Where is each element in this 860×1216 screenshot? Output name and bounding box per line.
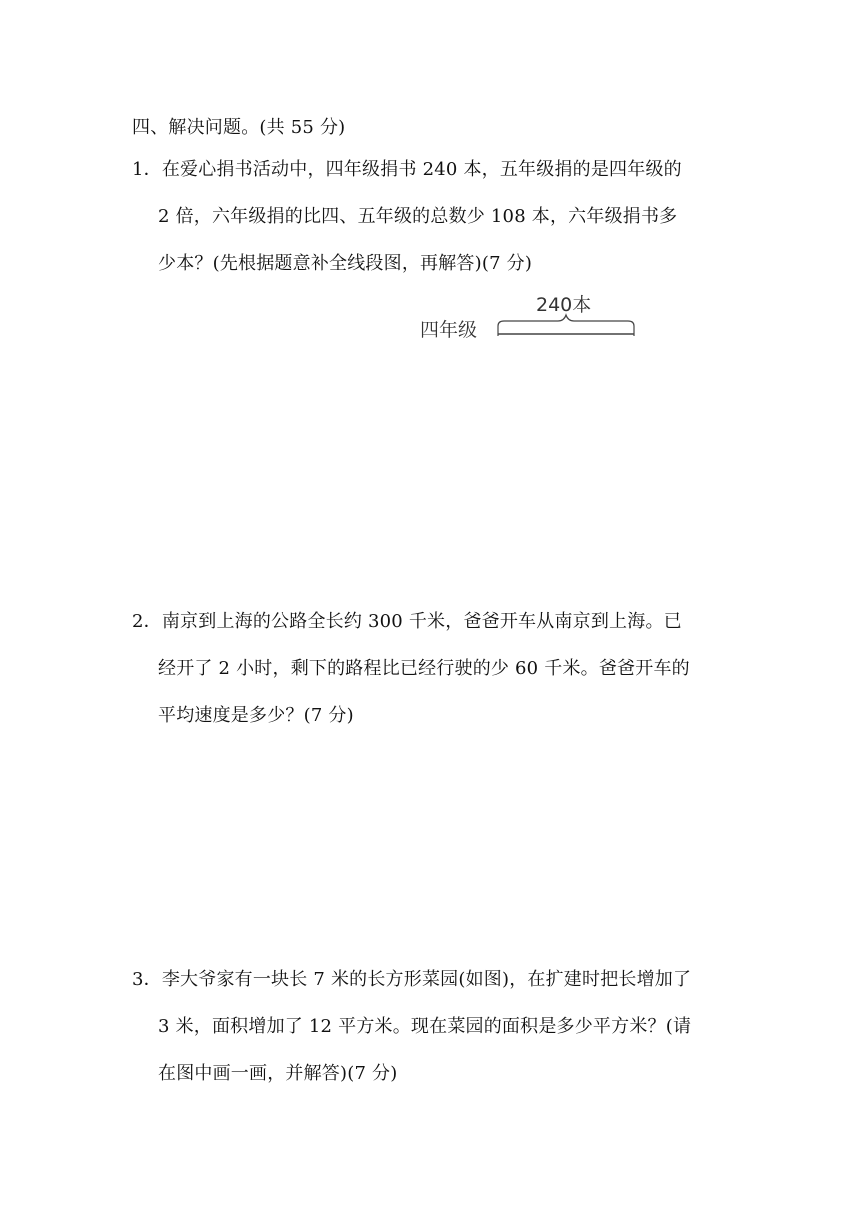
diagram-brace-label: 240本: [536, 294, 592, 316]
diagram-segment: [496, 312, 636, 342]
question-1-line-2: 2 倍，六年级捐的比四、五年级的总数少 108 本，六年级捐书多: [158, 206, 678, 227]
section-heading: 四、解决问题。(共 55 分): [132, 117, 346, 138]
diagram-brace: [498, 315, 634, 326]
question-1-line-3: 少本？(先根据题意补全线段图，再解答)(7 分): [158, 253, 533, 274]
question-3-line-1: 3．李大爷家有一块长 7 米的长方形菜园(如图)，在扩建时把长增加了: [132, 969, 692, 990]
question-2-line-2: 经开了 2 小时，剩下的路程比已经行驶的少 60 千米。爸爸开车的: [158, 658, 690, 679]
diagram-row-label: 四年级: [420, 319, 478, 341]
question-1-line-1: 1．在爱心捐书活动中，四年级捐书 240 本，五年级捐的是四年级的: [132, 159, 682, 180]
question-2-line-1: 2．南京到上海的公路全长约 300 千米，爸爸开车从南京到上海。已: [132, 611, 682, 632]
question-3-line-3: 在图中画一画，并解答)(7 分): [158, 1063, 398, 1084]
question-3-line-2: 3 米，面积增加了 12 平方米。现在菜园的面积是多少平方米？(请: [158, 1016, 692, 1037]
question-2-line-3: 平均速度是多少？(7 分): [158, 705, 354, 726]
line-segment-diagram: [420, 292, 650, 352]
